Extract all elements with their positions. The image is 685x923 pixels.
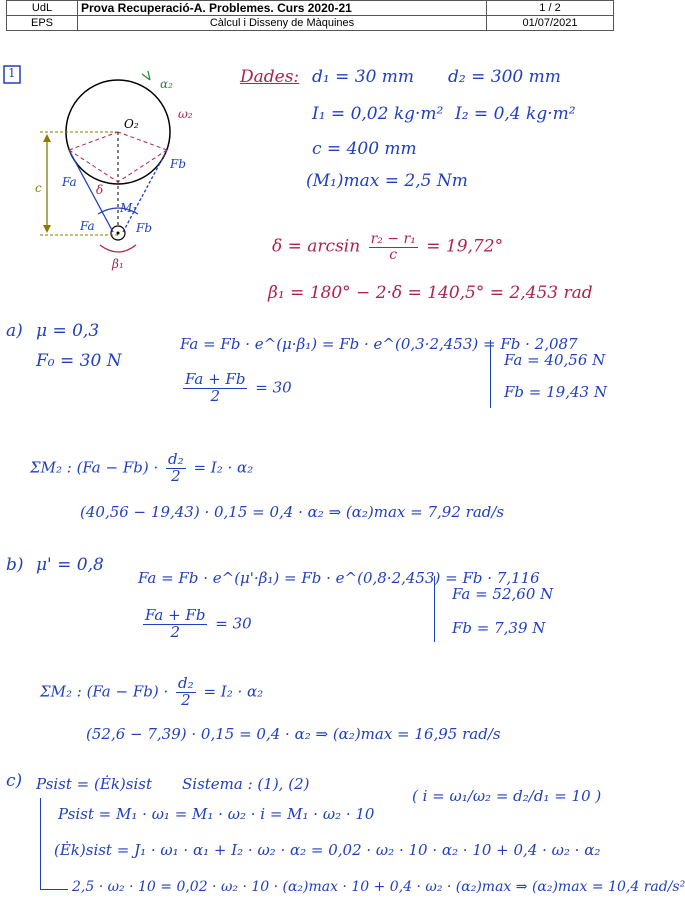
a-mu: μ = 0,3 [36, 321, 100, 341]
part-c-label: c) [6, 771, 23, 791]
b-eq2: $\frac{Fa + Fb}{2}$ = 30 [145, 606, 252, 641]
problem-number: 1 [8, 66, 16, 80]
label-o2: O₂ [124, 117, 139, 131]
label-fa2: Fa [80, 219, 95, 233]
b-sum: ΣM₂ : (Fa − Fb) · $\frac{\text{d₂}}{2}$ = I₂ · α₂ [40, 674, 264, 709]
dades-i2: I₂ = 0,4 kg·m² [455, 104, 576, 124]
header-title: Prova Recuperació-A. Problemes. Curs 2020-21 [78, 1, 487, 16]
b-fa: Fa = 52,60 N [452, 585, 554, 603]
c-l3: (Ėk)sist = J₁ · ω₁ · α₁ + I₂ · ω₂ · α₂ = 0,02 · ω₂ · 10 · α₂ · 10 + 0,4 · ω₂ · α₂ [54, 841, 601, 859]
part-a-label: a) [6, 321, 23, 341]
label-fb2: Fb [136, 221, 153, 235]
b-eq1: Fa = Fb · e^(μ'·β₁) = Fb · e^(0,8·2,453) = Fb · 7,116 [138, 569, 540, 587]
part-b-label: b) [6, 555, 24, 575]
a-f0: F₀ = 30 N [36, 351, 122, 371]
header-school: EPS [7, 16, 78, 31]
label-beta1: β₁ [112, 257, 124, 271]
b-result: (52,6 − 7,39) · 0,15 = 0,4 · α₂ ⇒ (α₂)max = 16,95 rad/s [86, 725, 501, 743]
label-alpha2: α₂ [160, 77, 173, 91]
c-l4: 2,5 · ω₂ · 10 = 0,02 · ω₂ · 10 · (α₂)max · 10 + 0,4 · ω₂ · (α₂)max ⇒ (α₂)max = 10,4 rad/s² [72, 879, 685, 895]
delta-equation: δ = arcsin $\frac{\text{r₂ − r₁}}{c}$ = 19,72° [272, 231, 504, 263]
dades-label: Dades: [240, 67, 300, 87]
dades-i1: I₁ = 0,02 kg·m² [312, 104, 444, 124]
label-m1: M₁ [120, 201, 138, 215]
b-mu: μ' = 0,8 [36, 555, 104, 575]
a-eq2: $\frac{Fa + Fb}{2}$ = 30 [185, 370, 292, 405]
c-l2: Psist = M₁ · ω₁ = M₁ · ω₂ · i = M₁ · ω₂ · 10 [58, 805, 375, 823]
c-ratio: ( i = ω₁/ω₂ = d₂/d₁ = 10 ) [412, 787, 602, 805]
header-subject: Càlcul i Disseny de Màquines [78, 16, 487, 31]
a-sum: ΣM₂ : (Fa − Fb) · $\frac{\text{d₂}}{2}$ = I₂ · α₂ [30, 450, 254, 485]
c-p1: Psist = (Ėk)sist [36, 775, 152, 793]
header-date: 01/07/2021 [487, 16, 614, 31]
label-c: c [35, 181, 42, 195]
header-page: 1 / 2 [487, 1, 614, 16]
header-inst: UdL [7, 1, 78, 16]
b-fb: Fb = 7,39 N [452, 619, 546, 637]
a-result: (40,56 − 19,43) · 0,15 = 0,4 · α₂ ⇒ (α₂)max = 7,92 rad/s [80, 503, 505, 521]
dades-c: c = 400 mm [312, 139, 417, 159]
label-fa: Fa [62, 175, 77, 189]
label-fb: Fb [170, 157, 187, 171]
c-sistema: Sistema : (1), (2) [182, 775, 310, 793]
label-delta: δ [96, 183, 104, 197]
dades-d1: d₁ = 30 mm [312, 67, 415, 87]
a-fb: Fb = 19,43 N [504, 383, 607, 401]
beta-equation: β₁ = 180° − 2·δ = 140,5° = 2,453 rad [268, 283, 593, 303]
a-eq1: Fa = Fb · e^(μ·β₁) = Fb · e^(0,3·2,453) = Fb · 2,087 [180, 335, 578, 353]
dades-m1max: (M₁)max = 2,5 Nm [306, 171, 468, 191]
a-fa: Fa = 40,56 N [504, 351, 606, 369]
dades-d2: d₂ = 300 mm [448, 67, 561, 87]
label-omega2: ω₂ [178, 107, 193, 121]
